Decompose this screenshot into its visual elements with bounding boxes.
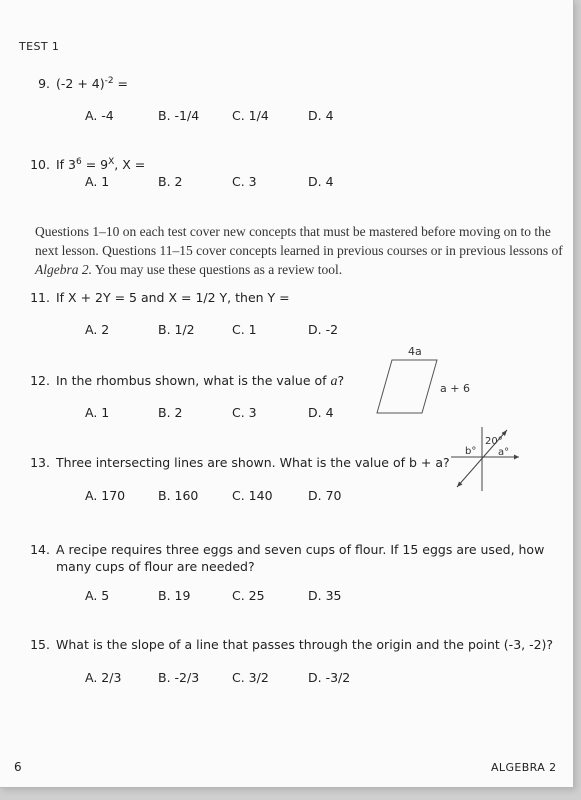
course-name: ALGEBRA 2 [491, 761, 557, 774]
angle-a-label: a° [498, 447, 510, 458]
intersecting-lines-figure [445, 425, 525, 493]
q15-option-d: D. -3/2 [308, 670, 351, 685]
q10-exp1: 6 [76, 156, 82, 167]
q10-prefix: If 3 [56, 157, 77, 172]
q14-option-d: D. 35 [308, 588, 342, 603]
q9-option-d: D. 4 [308, 108, 334, 123]
question-number: 14. [30, 542, 50, 557]
intro-line-3 [35, 260, 563, 279]
q11-option-c: C. 1 [232, 322, 257, 337]
variable-a: a [330, 374, 338, 389]
q12-option-b: B. 2 [158, 405, 183, 420]
question-11 [26, 290, 290, 305]
q10-tail: , X = [114, 157, 146, 172]
question-number: 13. [30, 455, 50, 470]
q10-option-a: A. 1 [85, 174, 110, 189]
intro-line-3-rest: You may use these questions as a review tool. [92, 262, 343, 277]
question-number: 11. [30, 290, 50, 305]
rhombus-figure [370, 342, 480, 422]
q9-exponent: -2 [104, 75, 114, 86]
course-title: Algebra 2. [35, 262, 92, 277]
q13-option-c: C. 140 [232, 488, 273, 503]
q9-base: (-2 + 4) [56, 76, 105, 91]
page-number: 6 [14, 760, 23, 774]
q10-mid: = 9 [81, 157, 109, 172]
q11-option-b: B. 1/2 [158, 322, 195, 337]
intro-line-2: next lesson. Questions 11–15 cover concepts learned in previous courses or in previous lessons of [35, 243, 563, 258]
q13-option-a: A. 170 [85, 488, 126, 503]
angle-b-label: b° [465, 446, 477, 457]
q14-option-b: B. 19 [158, 588, 191, 603]
q11-option-d: D. -2 [308, 322, 339, 337]
rhombus-top-label: 4a [408, 345, 422, 358]
question-number: 10. [30, 157, 50, 172]
q11-option-a: A. 2 [85, 322, 110, 337]
arrow-right-icon [514, 455, 519, 460]
intro-paragraph [35, 222, 563, 279]
q10-option-c: C. 3 [232, 174, 257, 189]
q10-option-b: B. 2 [158, 174, 183, 189]
q12-option-a: A. 1 [85, 405, 110, 420]
question-text: In the rhombus shown, what is the value of [56, 373, 331, 388]
q12-option-c: C. 3 [232, 405, 257, 420]
question-text: If X + 2Y = 5 and X = 1/2 Y, then Y = [56, 290, 290, 305]
question-13 [26, 455, 450, 470]
question-10 [26, 157, 145, 172]
question-text: What is the slope of a line that passes through the origin and the point (-3, -2)? [56, 637, 554, 652]
question-14 [26, 541, 544, 575]
test-label: TEST 1 [19, 40, 60, 53]
question-text-end: ? [337, 373, 345, 388]
q9-option-b: B. -1/4 [158, 108, 200, 123]
q9-tail: = [113, 76, 129, 91]
q15-option-a: A. 2/3 [85, 670, 122, 685]
q10-exp2: X [108, 156, 115, 167]
q10-option-d: D. 4 [308, 174, 334, 189]
angle-20-label: 20° [485, 436, 503, 447]
q15-option-b: B. -2/3 [158, 670, 200, 685]
question-9 [26, 76, 128, 91]
rhombus-side-label: a + 6 [440, 382, 470, 395]
question-number: 12. [30, 373, 50, 388]
rhombus-shape [377, 360, 437, 413]
q13-option-d: D. 70 [308, 488, 342, 503]
q13-option-b: B. 160 [158, 488, 199, 503]
intro-line-1: Questions 1–10 on each test cover new concepts that must be mastered before moving on to the [35, 224, 551, 239]
question-12 [26, 373, 344, 390]
question-text-line-2: many cups of flour are needed? [56, 559, 255, 574]
q15-option-c: C. 3/2 [232, 670, 269, 685]
question-text-line-1: A recipe requires three eggs and seven cups of flour. If 15 eggs are used, how [56, 542, 545, 557]
q9-option-c: C. 1/4 [232, 108, 269, 123]
q14-option-c: C. 25 [232, 588, 265, 603]
question-15 [26, 637, 553, 652]
q12-option-d: D. 4 [308, 405, 334, 420]
question-number: 15. [30, 637, 50, 652]
q9-option-a: A. -4 [85, 108, 114, 123]
q14-option-a: A. 5 [85, 588, 110, 603]
question-number: 9. [38, 76, 50, 91]
question-text: Three intersecting lines are shown. What is the value of b + a? [56, 455, 450, 470]
